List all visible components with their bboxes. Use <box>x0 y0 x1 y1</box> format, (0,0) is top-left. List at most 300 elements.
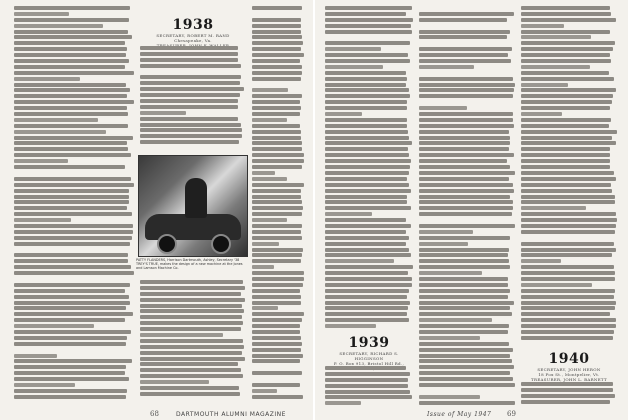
text-line <box>14 171 134 175</box>
text-line <box>140 81 240 85</box>
text-line <box>140 99 238 103</box>
text-line <box>140 111 186 115</box>
text-line <box>325 230 406 234</box>
text-line <box>325 59 410 63</box>
text-line <box>252 348 301 352</box>
text-line <box>325 301 410 305</box>
text-line <box>325 159 411 163</box>
text-line <box>325 259 394 263</box>
text-line <box>325 171 409 175</box>
text-line <box>252 230 301 234</box>
text-line <box>521 318 616 322</box>
class-1940-heading <box>521 352 617 382</box>
text-line <box>419 165 510 169</box>
right-column-3-lower <box>521 382 617 408</box>
text-line <box>521 130 617 134</box>
text-line <box>325 153 409 157</box>
text-line <box>14 289 125 293</box>
text-line <box>419 88 514 92</box>
text-line <box>252 130 301 134</box>
text-line <box>252 200 302 204</box>
text-line <box>252 6 302 10</box>
text-line <box>419 236 510 240</box>
text-line <box>325 200 407 204</box>
text-line <box>325 306 408 310</box>
text-line <box>252 330 300 334</box>
text-line <box>419 171 515 175</box>
text-line <box>14 118 98 122</box>
text-line <box>419 6 515 10</box>
text-line <box>325 318 409 322</box>
text-line <box>252 336 301 340</box>
text-line <box>140 105 238 109</box>
text-line <box>521 382 613 386</box>
text-line <box>140 380 209 384</box>
text-line <box>14 306 126 310</box>
text-line <box>140 345 244 349</box>
text-line <box>521 400 610 404</box>
text-line <box>419 253 508 257</box>
text-line <box>521 336 613 340</box>
text-line <box>140 398 246 402</box>
text-line <box>419 242 468 246</box>
text-line <box>521 12 611 16</box>
text-line <box>521 136 612 140</box>
text-line <box>252 371 302 375</box>
text-line <box>325 283 412 287</box>
text-line <box>521 30 610 34</box>
text-line <box>521 71 609 75</box>
text-line <box>14 124 128 128</box>
text-line <box>521 83 568 87</box>
text-line <box>14 277 134 281</box>
text-line <box>14 35 132 39</box>
text-line <box>140 70 246 74</box>
left-column-3 <box>252 6 304 406</box>
text-line <box>521 118 611 122</box>
text-line <box>521 394 615 398</box>
issue-footer: Issue of May 1947 <box>427 411 492 418</box>
text-line <box>521 77 614 81</box>
text-line <box>325 94 410 98</box>
text-line <box>252 153 304 157</box>
text-line <box>419 112 513 116</box>
text-line <box>14 212 132 216</box>
text-line <box>14 301 130 305</box>
text-line <box>419 218 515 222</box>
text-line <box>325 41 410 45</box>
text-line <box>140 64 241 68</box>
text-line <box>140 75 241 79</box>
text-line <box>521 224 616 228</box>
text-line <box>252 18 301 22</box>
text-line <box>140 292 241 296</box>
photo-caption: PATTY FLANDERS, Harrison Dartmouth, Ashley, Secretary '38 TREY'S TRUE, makes the design of a new machine at the Jones and Lamson Machine Co. <box>136 258 243 271</box>
text-line <box>252 24 301 28</box>
text-line <box>325 271 408 275</box>
text-line <box>252 218 287 222</box>
text-line <box>325 136 409 140</box>
text-line <box>325 248 409 252</box>
text-line <box>252 165 302 169</box>
text-line <box>521 295 614 299</box>
text-line <box>325 65 383 69</box>
text-line <box>419 195 510 199</box>
text-line <box>521 94 613 98</box>
text-line <box>419 106 467 110</box>
text-line <box>325 390 410 394</box>
text-line <box>521 259 561 263</box>
text-line <box>521 265 614 269</box>
text-line <box>252 177 287 181</box>
text-line <box>419 330 508 334</box>
text-line <box>140 362 238 366</box>
left-column-1 <box>14 6 134 406</box>
address-line: 18 Fox St., Montpelier, Vt. <box>538 372 600 377</box>
text-line <box>14 359 132 363</box>
text-line <box>252 283 303 287</box>
text-line <box>140 351 242 355</box>
left-column-2-upper <box>140 46 246 151</box>
text-line <box>252 53 304 57</box>
text-line <box>325 112 362 116</box>
text-line <box>521 230 615 234</box>
text-line <box>14 47 127 51</box>
text-line <box>419 136 510 140</box>
text-line <box>14 153 131 157</box>
text-line <box>252 77 301 81</box>
text-line <box>521 24 564 28</box>
text-line <box>325 265 413 269</box>
text-line <box>252 324 300 328</box>
text-line <box>14 236 132 240</box>
text-line <box>252 183 304 187</box>
text-line <box>419 389 515 393</box>
text-line <box>521 6 610 10</box>
text-line <box>325 35 413 39</box>
text-line <box>419 200 513 204</box>
text-line <box>252 12 304 16</box>
text-line <box>325 165 410 169</box>
text-line <box>419 47 512 51</box>
text-line <box>325 312 407 316</box>
text-line <box>325 401 361 405</box>
text-line <box>252 147 302 151</box>
text-line <box>521 242 614 246</box>
text-line <box>14 18 129 22</box>
text-line <box>14 265 131 269</box>
text-line <box>521 195 615 199</box>
text-line <box>325 106 407 110</box>
text-line <box>419 224 515 228</box>
address-line: Chesapeake, Va. <box>174 38 212 43</box>
text-line <box>14 94 127 98</box>
text-line <box>252 365 304 369</box>
text-line <box>419 395 480 399</box>
text-line <box>14 312 133 316</box>
text-line <box>14 389 127 393</box>
text-line <box>14 77 80 81</box>
text-line <box>419 189 514 193</box>
text-line <box>252 377 304 381</box>
text-line <box>419 277 508 281</box>
text-line <box>140 315 242 319</box>
text-line <box>419 371 510 375</box>
text-line <box>419 295 508 299</box>
text-line <box>14 71 134 75</box>
class-year: 1938 <box>172 17 214 33</box>
text-line <box>419 12 514 16</box>
text-line <box>14 259 128 263</box>
text-line <box>521 35 591 39</box>
text-line <box>140 304 242 308</box>
text-line <box>14 224 133 228</box>
text-line <box>14 395 126 399</box>
photo-person <box>185 178 207 218</box>
text-line <box>521 283 592 287</box>
right-page <box>315 0 628 420</box>
text-line <box>419 248 509 252</box>
text-line <box>252 41 303 45</box>
text-line <box>14 295 129 299</box>
text-line <box>325 118 407 122</box>
text-line <box>252 236 302 240</box>
text-line <box>140 286 245 290</box>
class-1938-heading <box>140 18 246 48</box>
text-line <box>419 65 474 69</box>
text-line <box>419 130 509 134</box>
text-line <box>419 159 507 163</box>
text-line <box>325 30 412 34</box>
text-line <box>521 301 616 305</box>
right-column-2 <box>419 6 515 410</box>
text-line <box>325 189 411 193</box>
text-line <box>521 277 615 281</box>
text-line <box>252 354 303 358</box>
text-line <box>325 384 408 388</box>
text-line <box>521 200 615 204</box>
text-line <box>252 224 302 228</box>
text-line <box>419 359 512 363</box>
text-line <box>419 336 480 340</box>
text-line <box>140 52 238 56</box>
text-line <box>14 324 94 328</box>
text-line <box>419 289 510 293</box>
text-line <box>419 141 510 145</box>
text-line <box>252 65 302 69</box>
text-line <box>140 46 238 50</box>
text-line <box>325 324 376 328</box>
text-line <box>14 336 127 340</box>
text-line <box>521 212 616 216</box>
text-line <box>14 136 133 140</box>
text-line <box>325 124 407 128</box>
text-line <box>325 18 413 22</box>
text-line <box>325 295 407 299</box>
text-line <box>521 47 613 51</box>
text-line <box>252 395 303 399</box>
text-line <box>325 212 372 216</box>
text-line <box>14 283 130 287</box>
text-line <box>252 136 301 140</box>
text-line <box>14 330 131 334</box>
text-line <box>14 165 125 169</box>
text-line <box>419 30 510 34</box>
text-line <box>14 88 130 92</box>
right-column-1-upper <box>325 6 413 336</box>
text-line <box>140 140 239 144</box>
text-line <box>419 383 515 387</box>
text-line <box>252 259 301 263</box>
text-line <box>14 318 125 322</box>
text-line <box>521 218 617 222</box>
text-line <box>521 141 616 145</box>
text-line <box>325 224 411 228</box>
text-line <box>140 357 245 361</box>
text-line <box>521 59 611 63</box>
text-line <box>14 65 125 69</box>
text-line <box>14 177 131 181</box>
text-line <box>14 130 106 134</box>
text-line <box>252 106 301 110</box>
text-line <box>14 195 129 199</box>
text-line <box>325 147 408 151</box>
text-line <box>521 153 610 157</box>
text-line <box>140 87 244 91</box>
text-line <box>521 88 616 92</box>
text-line <box>521 253 612 257</box>
text-line <box>325 195 407 199</box>
text-line <box>252 277 304 281</box>
text-line <box>14 200 129 204</box>
text-line <box>325 395 412 399</box>
text-line <box>521 53 610 57</box>
text-line <box>325 236 409 240</box>
text-line <box>252 30 301 34</box>
text-line <box>325 253 411 257</box>
text-line <box>14 242 130 246</box>
text-line <box>521 124 609 128</box>
text-line <box>252 312 304 316</box>
text-line <box>325 88 409 92</box>
text-line <box>521 65 590 69</box>
text-line <box>419 265 510 269</box>
text-line <box>252 100 300 104</box>
text-line <box>419 118 513 122</box>
text-line <box>252 59 300 63</box>
text-line <box>14 30 128 34</box>
text-line <box>325 177 407 181</box>
text-line <box>14 218 71 222</box>
text-line <box>521 18 616 22</box>
text-line <box>325 6 412 10</box>
magazine-footer: DARTMOUTH ALUMNI MAGAZINE <box>176 411 286 418</box>
photo-wheel <box>211 234 231 254</box>
text-line <box>419 318 492 322</box>
text-line <box>419 271 482 275</box>
text-line <box>419 124 514 128</box>
text-line <box>419 342 509 346</box>
text-line <box>252 189 301 193</box>
text-line <box>325 378 408 382</box>
text-line <box>14 147 128 151</box>
text-line <box>419 18 507 22</box>
text-line <box>140 134 242 138</box>
text-line <box>419 348 513 352</box>
text-line <box>325 141 412 145</box>
text-line <box>325 71 406 75</box>
text-line <box>14 183 134 187</box>
text-line <box>14 354 57 358</box>
text-line <box>419 377 513 381</box>
text-line <box>140 280 243 284</box>
text-line <box>521 289 615 293</box>
text-line <box>14 189 129 193</box>
text-line <box>325 77 407 81</box>
text-line <box>325 130 408 134</box>
text-line <box>521 330 614 334</box>
text-line <box>325 24 411 28</box>
text-line <box>521 41 615 45</box>
text-line <box>14 141 127 145</box>
text-line <box>419 53 508 57</box>
class-year: 1940 <box>548 351 590 367</box>
text-line <box>140 117 238 121</box>
text-line <box>419 206 513 210</box>
text-line <box>140 386 239 390</box>
text-line <box>252 342 302 346</box>
text-line <box>14 253 128 257</box>
text-line <box>419 24 515 28</box>
text-line <box>521 106 610 110</box>
text-line <box>252 265 274 269</box>
text-line <box>419 183 513 187</box>
text-line <box>252 383 300 387</box>
text-line <box>14 112 128 116</box>
text-line <box>419 283 508 287</box>
text-line <box>252 359 300 363</box>
text-line <box>14 230 133 234</box>
secretary-line: SECRETARY, JOHN HERON <box>537 367 601 372</box>
text-line <box>419 41 515 45</box>
text-line <box>521 236 617 240</box>
text-line <box>140 392 240 396</box>
text-line <box>325 12 406 16</box>
text-line <box>14 271 134 275</box>
text-line <box>252 195 301 199</box>
text-line <box>14 377 129 381</box>
text-line <box>419 301 514 305</box>
text-line <box>252 306 278 310</box>
text-line <box>14 159 68 163</box>
text-line <box>252 171 275 175</box>
text-line <box>419 177 509 181</box>
text-line <box>140 321 243 325</box>
text-line <box>14 206 127 210</box>
photo-wheel <box>157 234 177 254</box>
text-line <box>325 242 406 246</box>
text-line <box>419 401 515 405</box>
text-line <box>14 59 129 63</box>
text-line <box>325 372 410 376</box>
text-line <box>521 147 610 151</box>
text-line <box>252 242 279 246</box>
text-line <box>325 366 406 370</box>
left-column-2-lower <box>140 280 246 404</box>
text-line <box>252 389 277 393</box>
text-line <box>14 371 125 375</box>
text-line <box>521 306 615 310</box>
